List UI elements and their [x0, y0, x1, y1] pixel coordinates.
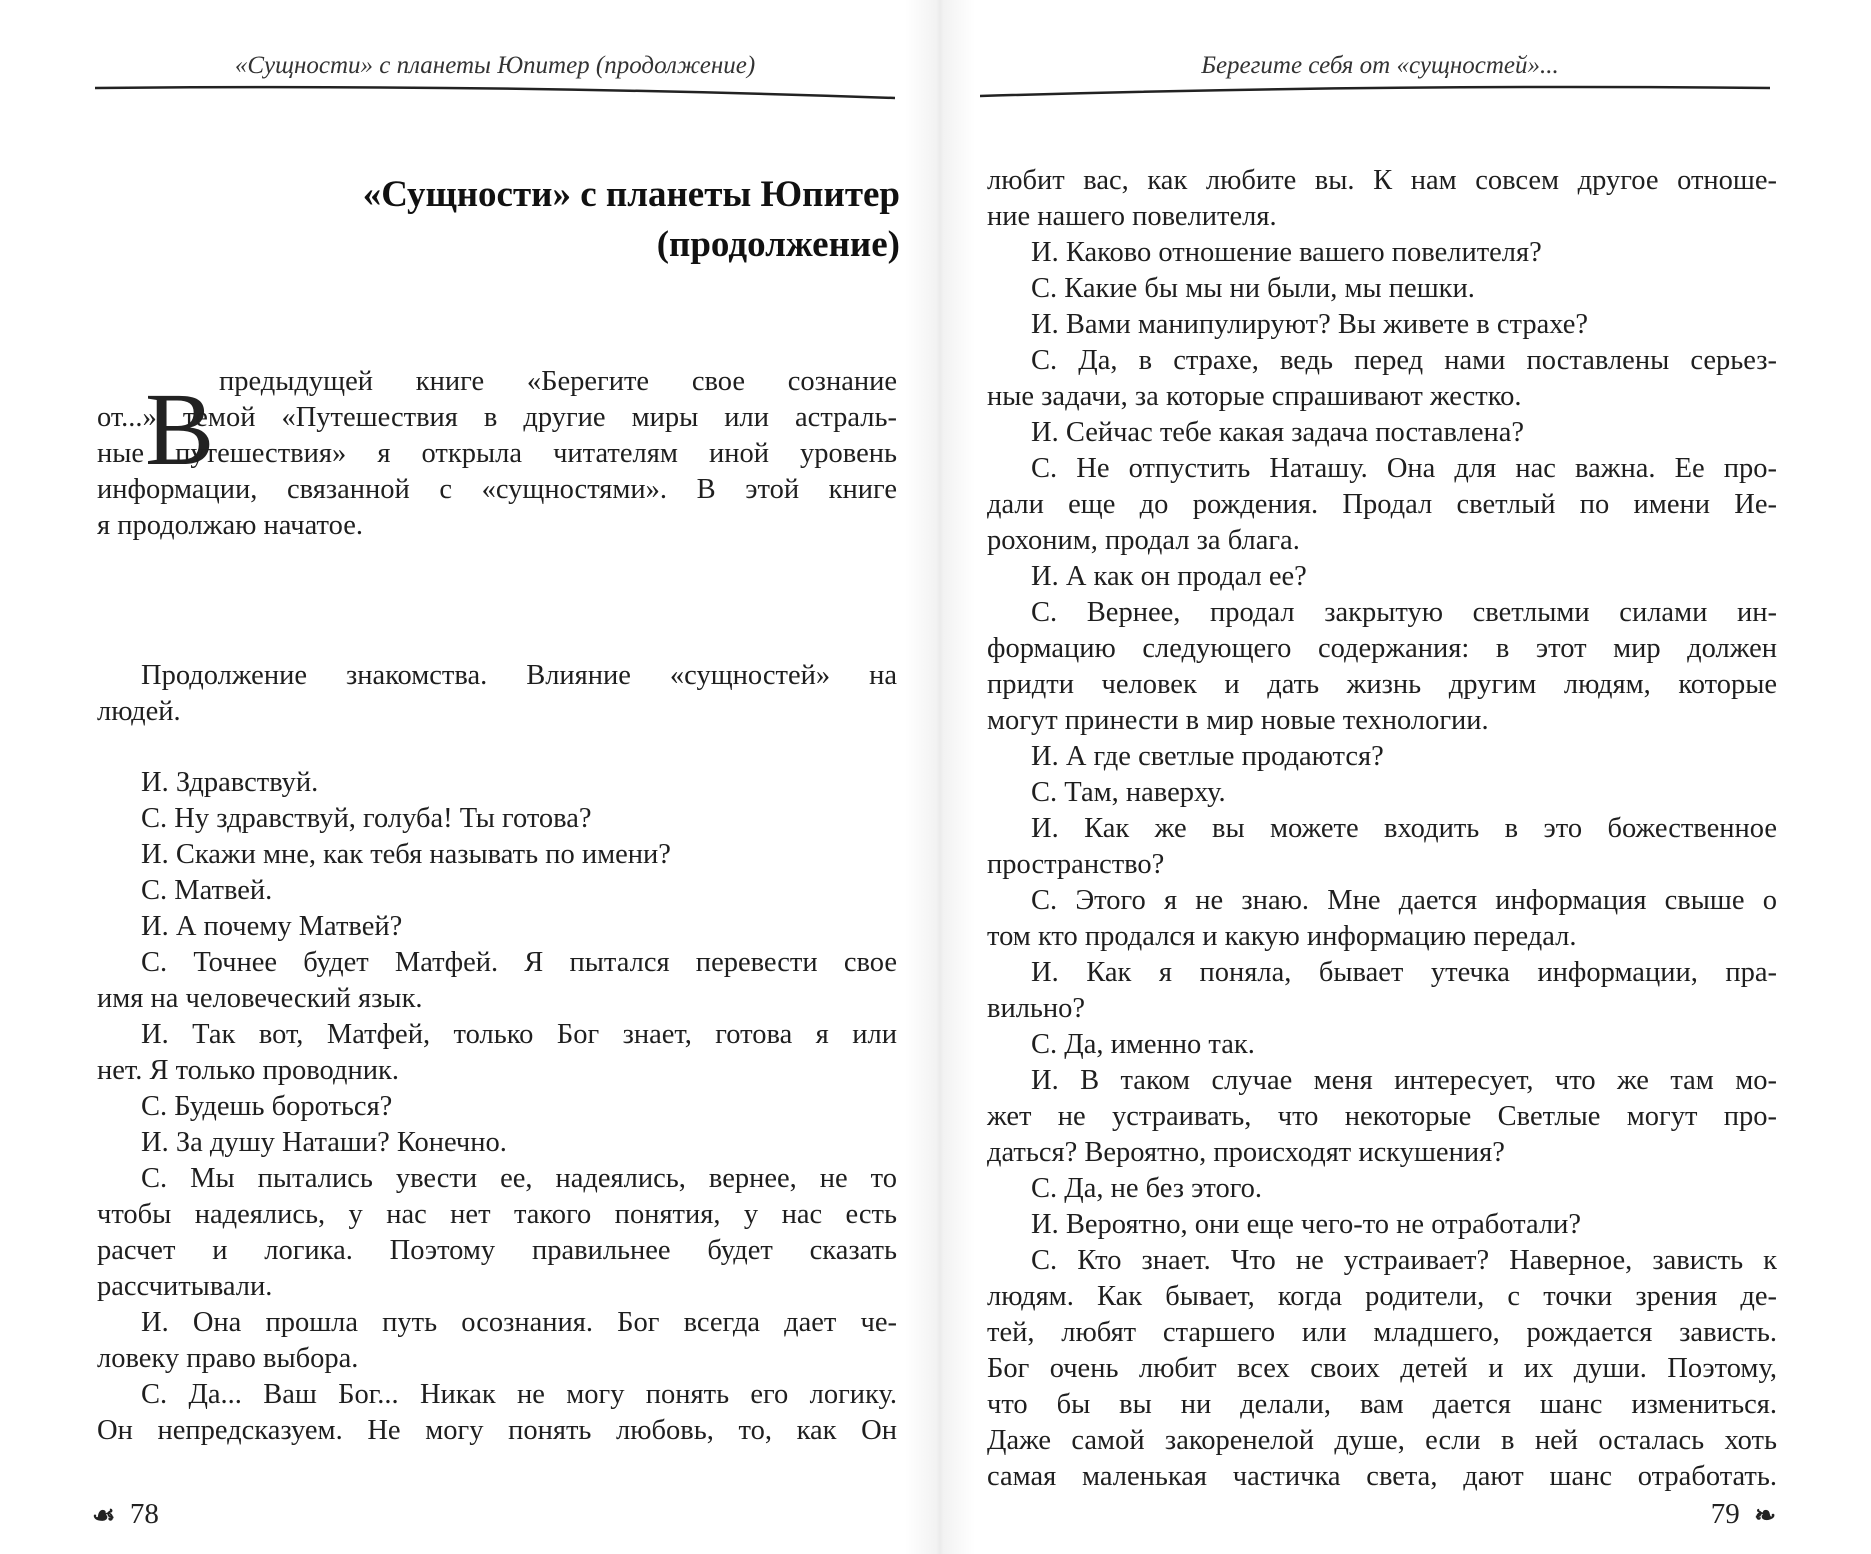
- text-line: И. Она прошла путь осознания. Бог всегда дает че-: [141, 1307, 897, 1338]
- left-dialog: [97, 765, 897, 1449]
- text-line: С. Да, не без этого.: [1031, 1173, 1263, 1204]
- intro-paragraph: [97, 364, 897, 544]
- text-line: Продолжение знакомства. Влияние «сущностей» на: [141, 660, 897, 691]
- text-line: И. Здравствуй.: [141, 767, 319, 798]
- text-line: рассчитывали.: [97, 1271, 273, 1302]
- text-line: С. Да, в страхе, ведь перед нами поставлены серьез-: [1031, 345, 1777, 376]
- text-line: предыдущей книге «Берегите свое сознание: [219, 366, 897, 397]
- text-line: могут принести в мир новые технологии.: [987, 705, 1489, 736]
- text-line: рохоним, продал за блага.: [987, 525, 1300, 556]
- text-line: Он непредсказуем. Не могу понять любовь, то, как Он: [97, 1415, 897, 1446]
- right-page: [935, 0, 1871, 1554]
- text-line: Даже самой закоренелой душе, если в ней осталась хоть: [987, 1425, 1777, 1456]
- text-line: расчет и логика. Поэтому правильнее будет сказать: [97, 1235, 897, 1266]
- text-line: С. Будешь бороться?: [141, 1091, 393, 1122]
- text-line: ные задачи, за которые спрашивают жестко.: [987, 381, 1522, 412]
- text-line: И. Вами манипулируют? Вы живете в страхе?: [1031, 309, 1589, 340]
- right-header-rule: [980, 82, 1770, 102]
- text-line: И. Скажи мне, как тебя называть по имени?: [141, 839, 671, 870]
- text-line: от...» темой «Путешествия в другие миры или астраль-: [97, 402, 897, 433]
- left-header-rule: [95, 82, 895, 102]
- folio-ornament-icon: ❧: [1754, 1501, 1776, 1531]
- text-line: самая маленькая частичка света, дают шанс отработать.: [987, 1461, 1777, 1492]
- text-line: С. Не отпустить Наташу. Она для нас важна. Ее про-: [1031, 453, 1777, 484]
- text-line: ловеку право выбора.: [97, 1343, 359, 1374]
- text-line: нет. Я только проводник.: [97, 1055, 399, 1086]
- text-line: С. Кто знает. Что не устраивает? Наверное, зависть к: [1031, 1245, 1777, 1276]
- text-line: имя на человеческий язык.: [97, 983, 423, 1014]
- text-line: том кто продался и какую информацию передал.: [987, 921, 1577, 952]
- right-running-head: Берегите себя от «сущностей»...: [1201, 52, 1559, 79]
- text-line: И. А где светлые продаются?: [1031, 741, 1384, 772]
- text-line: И. В таком случае меня интересует, что же там мо-: [1031, 1065, 1777, 1096]
- text-line: С. Матвей.: [141, 875, 273, 906]
- folio-ornament-icon: ☙: [92, 1501, 116, 1531]
- chapter-title-line-2: (продолжение): [656, 224, 900, 265]
- text-line: Бог очень любит всех своих детей и их души. Поэтому,: [987, 1353, 1777, 1384]
- chapter-title: [120, 170, 900, 270]
- text-line: С. Мы пытались увести ее, надеялись, вернее, не то: [141, 1163, 897, 1194]
- text-line: И. Вероятно, они еще чего-то не отработали?: [1031, 1209, 1581, 1240]
- text-line: информации, связанной с «сущностями». В этой книге: [97, 474, 897, 505]
- text-line: тей, любят старшего или младшего, рождается зависть.: [987, 1317, 1777, 1348]
- text-line: И. Каково отношение вашего повелителя?: [1031, 237, 1542, 268]
- right-folio: [1711, 1498, 1776, 1531]
- subhead-paragraph: [97, 658, 897, 730]
- text-line: дали еще до рождения. Продал светлый по имени Ие-: [987, 489, 1777, 520]
- text-line: С. Да, именно так.: [1031, 1029, 1255, 1060]
- text-line: людей.: [97, 696, 181, 727]
- text-line: С. Вернее, продал закрытую светлыми силами ин-: [1031, 597, 1777, 628]
- text-line: И. Так вот, Матфей, только Бог знает, готова я или: [141, 1019, 897, 1050]
- text-line: ние нашего повелителя.: [987, 201, 1277, 232]
- text-line: И. Сейчас тебе какая задача поставлена?: [1031, 417, 1525, 448]
- text-line: И. Как же вы можете входить в это божественное: [1031, 813, 1777, 844]
- drop-cap: В: [145, 372, 215, 487]
- text-line: И. А почему Матвей?: [141, 911, 403, 942]
- page-number: 78: [129, 1498, 159, 1530]
- text-line: жет не устраивать, что некоторые Светлые могут про-: [987, 1101, 1777, 1132]
- text-line: С. Этого я не знаю. Мне дается информация свыше о: [1031, 885, 1777, 916]
- text-line: вильно?: [987, 993, 1086, 1024]
- text-line: я продолжаю начатое.: [97, 510, 363, 541]
- text-line: что бы вы ни делали, вам дается шанс измениться.: [987, 1389, 1777, 1420]
- text-line: людям. Как бывает, когда родители, с точки зрения де-: [987, 1281, 1777, 1312]
- text-line: И. За душу Наташи? Конечно.: [141, 1127, 507, 1158]
- left-page: [0, 0, 935, 1554]
- text-line: И. Как я поняла, бывает утечка информации, пра-: [1031, 957, 1777, 988]
- page-number: 79: [1710, 1498, 1740, 1530]
- text-line: пространство?: [987, 849, 1165, 880]
- text-line: С. Там, наверху.: [1031, 777, 1226, 808]
- text-line: формацию следующего содержания: в этот мир должен: [987, 633, 1777, 664]
- text-line: любит вас, как любите вы. К нам совсем другое отноше-: [987, 165, 1777, 196]
- text-line: даться? Вероятно, происходят искушения?: [987, 1137, 1505, 1168]
- left-running-head: «Сущности» с планеты Юпитер (продолжение): [234, 52, 756, 79]
- text-line: С. Ну здравствуй, голуба! Ты готова?: [141, 803, 592, 834]
- text-line: чтобы надеялись, у нас нет такого понятия, у нас есть: [97, 1199, 897, 1230]
- right-dialog: [987, 163, 1777, 1495]
- chapter-title-line-1: «Сущности» с планеты Юпитер: [362, 174, 900, 215]
- text-line: С. Какие бы мы ни были, мы пешки.: [1031, 273, 1475, 304]
- left-folio: [92, 1498, 159, 1531]
- text-line: ные путешествия» я открыла читателям иной уровень: [97, 438, 897, 469]
- text-line: С. Точнее будет Матфей. Я пытался перевести свое: [141, 947, 897, 978]
- text-line: придти человек и дать жизнь другим людям, которые: [987, 669, 1777, 700]
- text-line: С. Да... Ваш Бог... Никак не могу понять его логику.: [141, 1379, 897, 1410]
- text-line: И. А как он продал ее?: [1031, 561, 1307, 592]
